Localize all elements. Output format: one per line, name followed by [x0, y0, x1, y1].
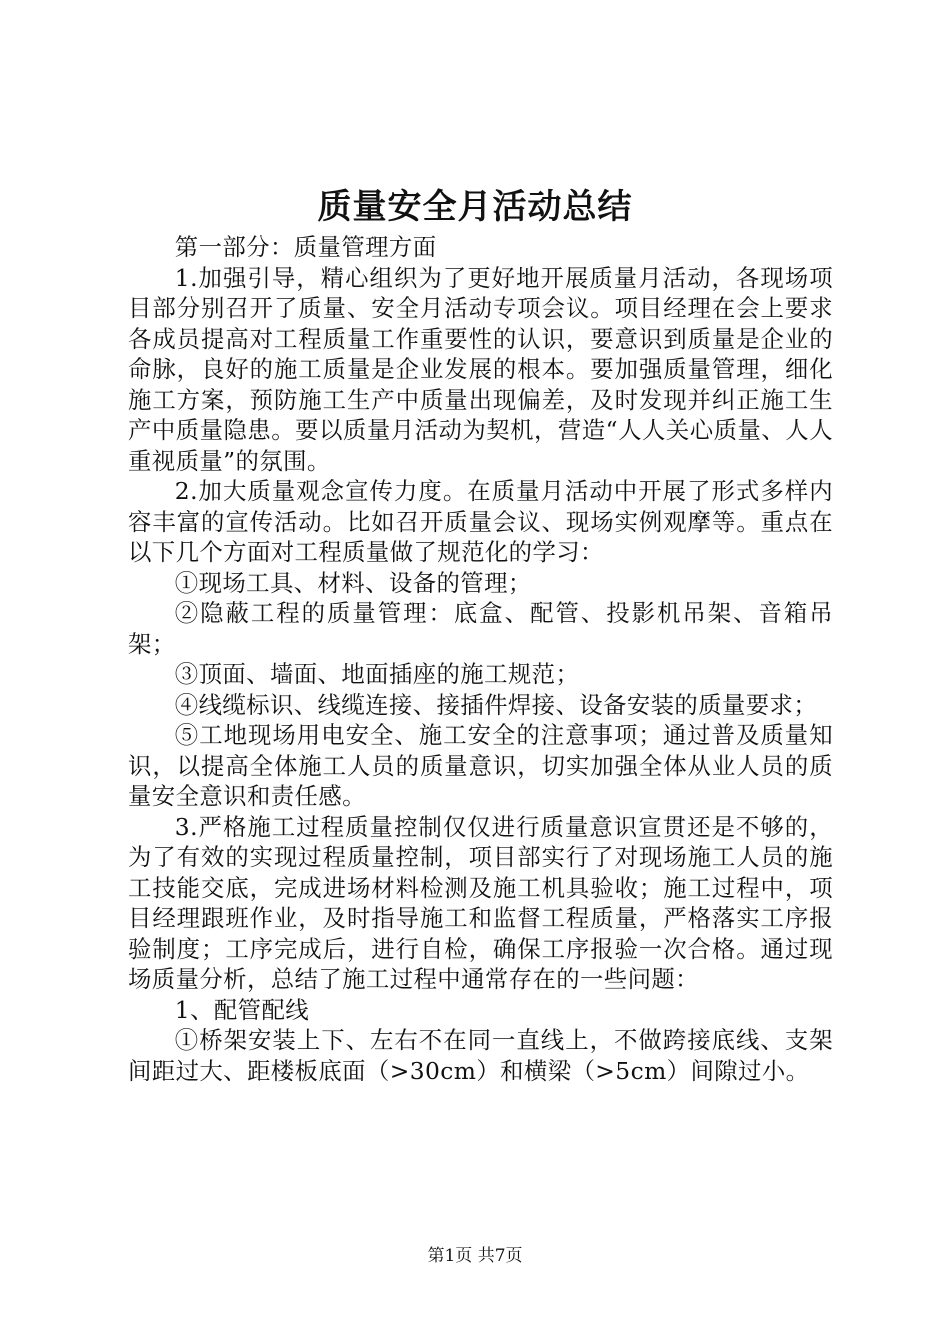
- list-item: ④线缆标识、线缆连接、接插件焊接、设备安装的质量要求；: [174, 690, 818, 719]
- paragraph: 3.严格施工过程质量控制仅仅进行质量意识宣贯还是不够的，为了有效的实现过程质量控制，项目部实行了对现场施工人员的施工技能交底，完成进场材料检测及施工机具验收；施工过程中，项目经理跟班作业，及时指导施工和监督工程质量，严格落实工序报验制度；工序完成后，进行自检，确保工序报验一次合格。通过现场质量分析，总结了施工过程中通常存在的一些问题：: [128, 812, 833, 993]
- page-number: 第1页 共7页: [427, 1246, 523, 1266]
- paragraph: 1.加强引导，精心组织为了更好地开展质量月活动，各现场项目部分别召开了质量、安全月活动专项会议。项目经理在会上要求各成员提高对工程质量工作重要性的认识，要意识到质量是企业的命脉，良好的施工质量是企业发展的根本。要加强质量管理，细化施工方案，预防施工生产中质量出现偏差，及时发现并纠正施工生产中质量隐患。要以质量月活动为契机，营造“人人关心质量、人人重视质量”的氛围。: [128, 263, 833, 475]
- list-item: ①桥架安装上下、左右不在同一直线上，不做跨接底线、支架间距过大、距楼板底面（>30cm）和横梁（>5cm）间隙过小。: [128, 1026, 833, 1085]
- paragraph: 2.加大质量观念宣传力度。在质量月活动中开展了形式多样内容丰富的宣传活动。比如召开质量会议、现场实例观摩等。重点在以下几个方面对工程质量做了规范化的学习：: [128, 477, 833, 566]
- list-item: ②隐蔽工程的质量管理：底盒、配管、投影机吊架、音箱吊架；: [128, 599, 833, 658]
- list-item: ③顶面、墙面、地面插座的施工规范；: [174, 660, 580, 688]
- document-body: [128, 232, 833, 1086]
- section-heading: 第一部分：质量管理方面: [174, 233, 437, 261]
- list-item: ①现场工具、材料、设备的管理；: [174, 568, 532, 597]
- list-item: ⑤工地现场用电安全、施工安全的注意事项；通过普及质量知识，以提高全体施工人员的质量意识，切实加强全体从业人员的质量安全意识和责任感。: [128, 721, 833, 810]
- subsection-heading: 1、配管配线: [174, 995, 310, 1024]
- document-title: 质量安全月活动总结: [317, 187, 633, 227]
